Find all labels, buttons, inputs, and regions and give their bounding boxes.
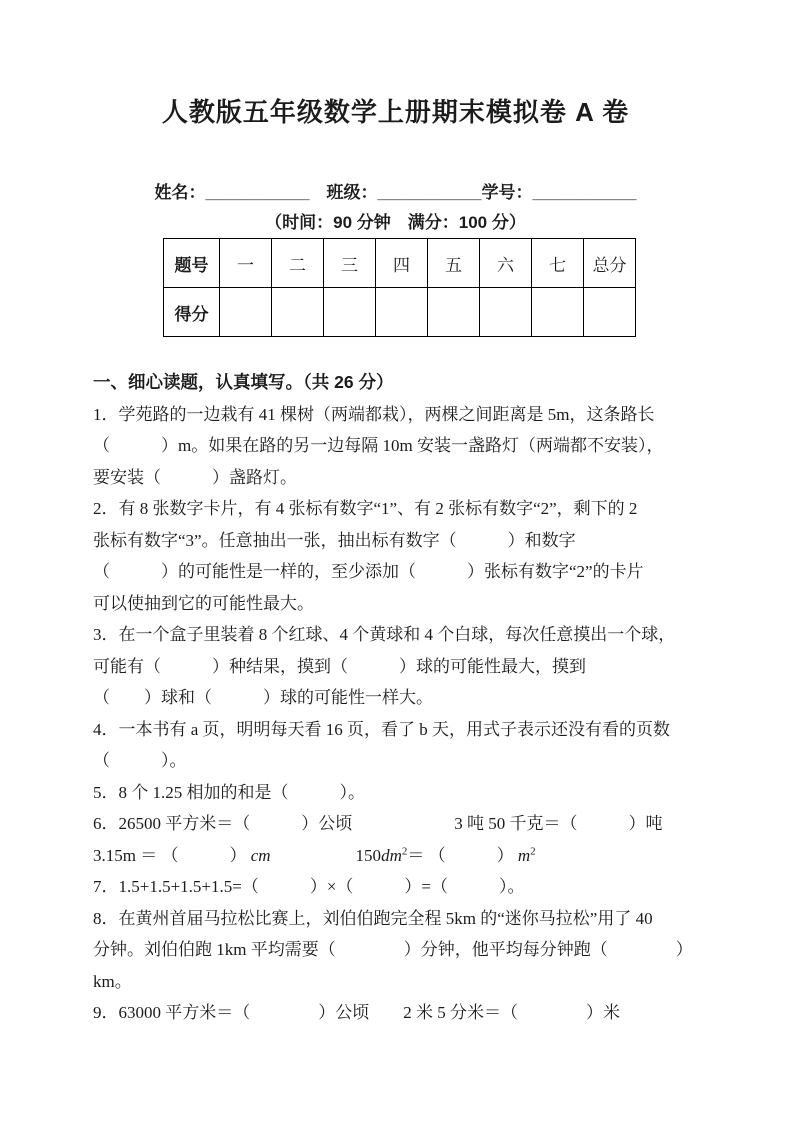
question-2 — [93, 493, 698, 619]
question-text: 要安装（ ）盏路灯。 — [93, 467, 297, 487]
time-score-line: （时间：90 分钟 满分：100 分） — [265, 213, 526, 232]
question-line — [93, 714, 698, 746]
question-1 — [93, 399, 698, 494]
question-3 — [93, 619, 698, 714]
score-cell — [324, 288, 376, 337]
question-text: 2．有 8 张数字卡片，有 4 张标有数字“1”、有 2 张标有数字“2”，剩下的 2 — [93, 499, 638, 518]
question-5 — [93, 777, 698, 809]
question-text: （ ）的可能性是一样的，至少添加（ ）张标有数字“2”的卡片 — [93, 562, 644, 581]
math-unit: m — [517, 845, 531, 865]
question-text: 9．63000 平方米＝（ ）公顷 2 米 5 分米＝（ ）米 — [93, 1003, 620, 1022]
question-text: 7．1.5+1.5+1.5+1.5=（ ）×（ ）=（ ）。 — [93, 877, 525, 896]
question-line — [93, 934, 698, 966]
question-line — [93, 745, 698, 777]
question-text: 5．8 个 1.25 相加的和是（ ）。 — [93, 782, 365, 802]
question-line — [93, 462, 698, 494]
question-line — [93, 871, 698, 903]
question-text: （ ）。 — [93, 751, 187, 770]
table-col-header: 七 — [532, 239, 584, 288]
score-row — [164, 288, 636, 337]
question-text: 3．在一个盒子里装着 8 个红球、4 个黄球和 4 个白球，每次任意摸出一个球， — [93, 625, 676, 644]
score-row-label: 得分 — [164, 288, 220, 337]
question-text: 可以使抽到它的可能性最大。 — [93, 593, 314, 613]
question-8 — [93, 903, 698, 998]
score-cell — [428, 288, 480, 337]
question-line — [93, 619, 698, 651]
question-line — [93, 651, 698, 683]
question-line — [93, 682, 698, 714]
question-text: 4．一本书有 a 页，明明每天看 16 页，看了 b 天，用式子表示还没有看的页数 — [93, 719, 671, 739]
score-cell — [376, 288, 428, 337]
question-line — [93, 997, 698, 1029]
question-text: 张标有数字“3”。任意抽出一张，抽出标有数字（ ）和数字 — [93, 530, 576, 550]
page-title: 人教版五年级数学上册期末模拟卷 A 卷 — [161, 97, 630, 127]
class-blank: ___________ — [377, 183, 482, 202]
question-line — [93, 777, 698, 809]
score-cell — [584, 288, 636, 337]
question-7 — [93, 871, 698, 903]
question-text: 6．26500 平方米＝（ ）公顷 3 吨 50 千克＝（ ）吨 — [93, 814, 663, 833]
score-cell — [220, 288, 272, 337]
questions-container — [93, 399, 698, 1029]
table-corner-label: 题号 — [164, 239, 220, 288]
id-blank: ___________ — [532, 183, 637, 202]
question-text: ＝ （ ） — [407, 845, 518, 865]
score-table — [163, 238, 636, 337]
question-line — [93, 903, 698, 935]
section-heading: 一、细心读题，认真填写。（共 26 分） — [93, 372, 394, 392]
table-col-header: 总分 — [584, 239, 636, 288]
table-col-header: 五 — [428, 239, 480, 288]
question-line — [93, 556, 698, 588]
question-line — [93, 430, 698, 462]
question-text: 8．在黄州首届马拉松比赛上，刘伯伯跑完全程 5km 的“迷你马拉松”用了 40 — [93, 908, 653, 928]
question-text: 分钟。刘伯伯跑 1km 平均需要（ ）分钟，他平均每分钟跑（ ） — [93, 940, 693, 959]
score-cell — [532, 288, 584, 337]
name-blank: ___________ — [205, 183, 310, 202]
question-text: km。 — [93, 971, 132, 991]
table-col-header: 六 — [480, 239, 532, 288]
question-text: 3.15m ＝ （ ） — [93, 845, 251, 865]
question-line — [93, 808, 698, 840]
table-col-header: 四 — [376, 239, 428, 288]
question-text: 可能有（ ）种结果，摸到（ ）球的可能性最大，摸到 — [93, 656, 586, 676]
table-col-header: 三 — [324, 239, 376, 288]
student-info-line — [93, 178, 698, 208]
question-line — [93, 525, 698, 557]
question-line — [93, 493, 698, 525]
question-text: 150 — [270, 845, 382, 865]
question-4 — [93, 714, 698, 777]
question-line — [93, 966, 698, 998]
id-label: 学号： — [481, 183, 533, 202]
math-unit: cm — [250, 845, 271, 865]
name-label: 姓名： — [154, 183, 206, 202]
question-9 — [93, 997, 698, 1029]
question-number-row — [164, 239, 636, 288]
math-unit: 2 — [401, 844, 408, 857]
table-col-header: 一 — [220, 239, 272, 288]
math-unit: 2 — [530, 844, 536, 857]
question-line — [93, 840, 698, 872]
question-text: （ ）球和（ ）球的可能性一样大。 — [93, 688, 433, 707]
question-line — [93, 399, 698, 431]
question-6 — [93, 808, 698, 871]
math-unit: dm — [381, 845, 402, 865]
question-line — [93, 588, 698, 620]
class-label: 班级： — [309, 183, 378, 202]
score-cell — [272, 288, 324, 337]
table-col-header: 二 — [272, 239, 324, 288]
question-text: （ ）m。如果在路的另一边每隔 10m 安装一盏路灯（两端都不安装）， — [93, 436, 664, 455]
question-text: 1．学苑路的一边栽有 41 棵树（两端都栽），两棵之间距离是 5m，这条路长 — [93, 404, 655, 424]
score-cell — [480, 288, 532, 337]
